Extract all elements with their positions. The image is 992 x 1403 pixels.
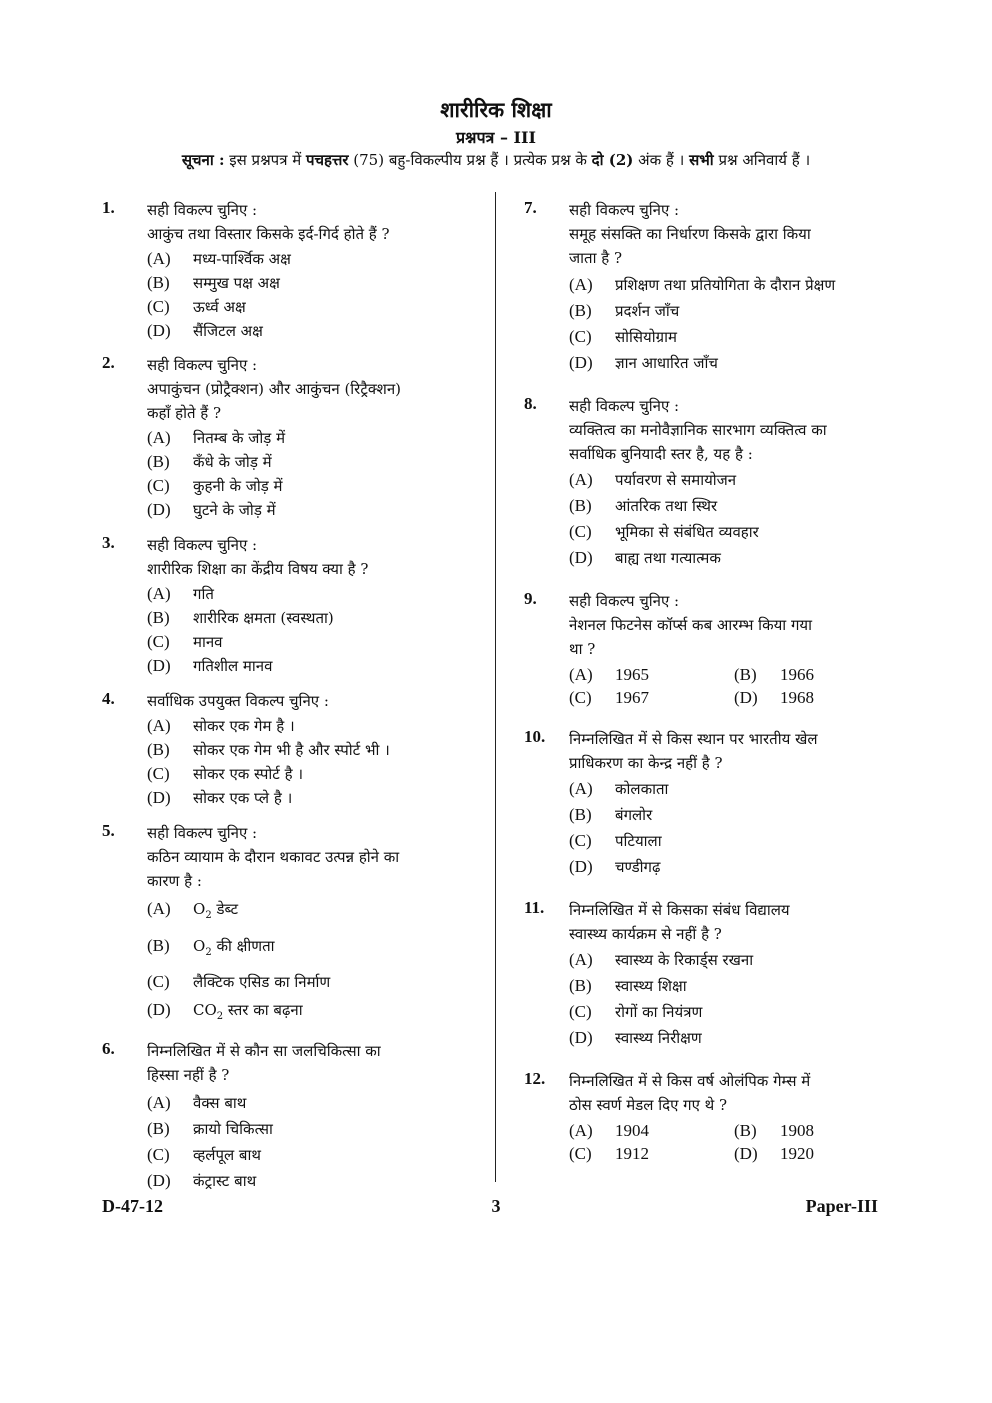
option-label: (C) <box>569 831 592 850</box>
option-label: (B) <box>569 976 592 995</box>
notice <box>0 150 992 170</box>
question-stem <box>147 1039 468 1087</box>
chemical-symbol: O <box>193 937 206 955</box>
option-a <box>147 582 468 606</box>
notice-bold-1: पचहत्तर <box>306 151 349 169</box>
option-c <box>147 762 468 786</box>
option-text-rest: स्तर का बढ़ना <box>223 1001 303 1019</box>
page-number: 3 <box>491 1196 501 1216</box>
option-d <box>147 319 468 343</box>
option-text: प्रदर्शन जाँच <box>615 302 680 320</box>
option-text: सोकर एक गेम भी है और स्पोर्ट भी । <box>193 741 390 759</box>
notice-bold-3: सभी <box>689 151 714 169</box>
option-label: (D) <box>147 500 171 519</box>
option-d <box>734 1142 894 1165</box>
option-label: (B) <box>569 496 592 515</box>
option-b <box>147 271 468 295</box>
option-label: (B) <box>147 1119 170 1138</box>
option-label: (D) <box>734 688 758 707</box>
notice-text-3: अंक हैं । <box>633 151 690 169</box>
option-text: 1965 <box>615 665 649 684</box>
option-label: (D) <box>147 321 171 340</box>
question-stem <box>569 198 892 270</box>
option-c <box>147 630 468 654</box>
option-b <box>734 663 894 686</box>
question-3 <box>102 533 468 678</box>
question-stem <box>569 1069 892 1117</box>
option-label: (A) <box>147 584 171 603</box>
question-1 <box>102 198 468 343</box>
stem-line: हिस्सा नहीं है ? <box>147 1066 230 1084</box>
option-text: 1904 <box>615 1121 649 1140</box>
question-number: 3. <box>102 533 115 552</box>
option-a <box>569 947 892 973</box>
footer-paper: Paper-III <box>805 1196 878 1216</box>
option-text: कँधे के जोड़ में <box>193 453 272 471</box>
subscript: 2 <box>205 947 212 958</box>
option-label: (A) <box>569 950 593 969</box>
stem-line: सही विकल्प चुनिए : <box>147 824 258 842</box>
option-label: (C) <box>147 476 170 495</box>
option-label: (A) <box>569 1121 593 1140</box>
option-text: बाह्य तथा गत्यात्मक <box>615 549 721 567</box>
option-text: 1920 <box>780 1144 814 1163</box>
question-number: 4. <box>102 689 115 708</box>
option-d <box>147 654 468 678</box>
option-label: (B) <box>734 665 757 684</box>
chemical-symbol: CO <box>193 1001 217 1019</box>
stem-line: निम्नलिखित में से किस वर्ष ओलंपिक गेम्स में <box>569 1072 811 1090</box>
option-d <box>569 545 892 571</box>
option-label: (B) <box>147 936 170 955</box>
option-text <box>193 894 238 931</box>
stem-line: समूह संसक्ति का निर्धारण किसके द्वारा किया <box>569 225 811 243</box>
option-label: (D) <box>569 548 593 567</box>
option-label: (C) <box>147 1145 170 1164</box>
option-b <box>147 1116 468 1142</box>
option-text: मध्य-पार्श्विक अक्ष <box>193 250 291 268</box>
option-text: लैक्टिक एसिड का निर्माण <box>193 973 331 991</box>
options <box>147 714 468 810</box>
option-a <box>147 714 468 738</box>
option-text: वैक्स बाथ <box>193 1094 247 1112</box>
question-stem <box>147 198 468 246</box>
option-c <box>569 324 892 350</box>
options <box>569 272 892 376</box>
option-text-rest: डेब्ट <box>211 900 239 918</box>
stem-line: कठिन व्यायाम के दौरान थकावट उत्पन्न होने का <box>147 848 400 866</box>
option-label: (C) <box>147 297 170 316</box>
stem-line: सही विकल्प चुनिए : <box>147 356 258 374</box>
stem-line: सर्वाधिक उपयुक्त विकल्प चुनिए : <box>147 692 329 710</box>
page-title: शारीरिक शिक्षा <box>440 97 552 122</box>
option-label: (A) <box>147 428 171 447</box>
stem-line: सही विकल्प चुनिए : <box>569 397 680 415</box>
question-stem <box>147 821 468 893</box>
question-stem <box>569 589 892 661</box>
option-a <box>147 247 468 271</box>
option-b <box>147 931 468 968</box>
stem-line: जाता है ? <box>569 249 622 267</box>
options <box>569 1119 892 1165</box>
options <box>569 663 892 709</box>
stem-line: सही विकल्प चुनिए : <box>147 201 258 219</box>
column-divider <box>495 192 496 1182</box>
option-text: आंतरिक तथा स्थिर <box>615 497 718 515</box>
option-text: गतिशील मानव <box>193 657 273 675</box>
option-text: 1912 <box>615 1144 649 1163</box>
option-text: रोगों का नियंत्रण <box>615 1003 703 1021</box>
stem-line: ठोस स्वर्ण मेडल दिए गए थे ? <box>569 1096 728 1114</box>
option-label: (B) <box>569 301 592 320</box>
question-4 <box>102 689 468 810</box>
option-b <box>569 298 892 324</box>
option-d <box>569 854 892 880</box>
question-number: 2. <box>102 353 115 372</box>
option-c <box>147 295 468 319</box>
stem-line: निम्नलिखित में से कौन सा जलचिकित्सा का <box>147 1042 381 1060</box>
option-text: सैंजिटल अक्ष <box>193 322 263 340</box>
option-label: (C) <box>147 972 170 991</box>
option-text: प्रशिक्षण तथा प्रतियोगिता के दौरान प्रेक्षण <box>615 276 836 294</box>
option-text: पटियाला <box>615 832 662 850</box>
option-d <box>734 686 894 709</box>
option-label: (C) <box>569 522 592 541</box>
option-label: (C) <box>569 1144 592 1163</box>
option-label: (D) <box>147 788 171 807</box>
stem-line: कहाँ होते हैं ? <box>147 404 222 422</box>
question-9 <box>524 589 892 709</box>
option-text: शारीरिक क्षमता (स्वस्थता) <box>193 609 334 627</box>
option-c <box>147 1142 468 1168</box>
stem-line: व्यक्तित्व का मनोवैज्ञानिक सारभाग व्यक्तित्व का <box>569 421 827 439</box>
question-number: 6. <box>102 1039 115 1058</box>
stem-line: सही विकल्प चुनिए : <box>569 592 680 610</box>
right-column <box>524 198 892 1178</box>
option-c <box>569 999 892 1025</box>
option-text <box>193 997 303 1030</box>
question-stem <box>147 689 468 713</box>
stem-line: सही विकल्प चुनिए : <box>569 201 680 219</box>
option-text: नितम्ब के जोड़ में <box>193 429 286 447</box>
option-text: भूमिका से संबंधित व्यवहार <box>615 523 759 541</box>
question-number: 7. <box>524 198 537 217</box>
option-label: (D) <box>569 1028 593 1047</box>
option-text-rest: की क्षीणता <box>211 937 275 955</box>
option-text: सोकर एक स्पोर्ट है । <box>193 765 304 783</box>
option-text: 1966 <box>780 665 814 684</box>
stem-line: शारीरिक शिक्षा का केंद्रीय विषय क्या है ? <box>147 560 369 578</box>
option-label: (A) <box>147 1093 171 1112</box>
options <box>147 1090 468 1194</box>
option-text: सोसियोग्राम <box>615 328 677 346</box>
question-12 <box>524 1069 892 1165</box>
option-text: मानव <box>193 633 223 651</box>
paper-subtitle: प्रश्नपत्र – III <box>456 128 536 147</box>
question-number: 5. <box>102 821 115 840</box>
option-text: कुहनी के जोड़ में <box>193 477 283 495</box>
option-a <box>147 426 468 450</box>
subscript: 2 <box>205 910 212 921</box>
option-b <box>569 493 892 519</box>
question-7 <box>524 198 892 376</box>
option-a <box>147 1090 468 1116</box>
notice-text-4: प्रश्न अनिवार्य हैं । <box>713 151 811 169</box>
options <box>569 776 892 880</box>
option-a <box>569 272 892 298</box>
option-text: सोकर एक गेम है । <box>193 717 295 735</box>
question-stem <box>569 727 892 775</box>
question-11 <box>524 898 892 1051</box>
question-number: 8. <box>524 394 537 413</box>
option-text: स्वास्थ्य शिक्षा <box>615 977 687 995</box>
option-label: (B) <box>147 608 170 627</box>
option-label: (A) <box>147 249 171 268</box>
option-text: सोकर एक प्ले है । <box>193 789 293 807</box>
stem-line: स्वास्थ्य कार्यक्रम से नहीं है ? <box>569 925 722 943</box>
option-label: (A) <box>569 665 593 684</box>
stem-line: था ? <box>569 640 596 658</box>
option-label: (C) <box>569 688 592 707</box>
option-b <box>569 802 892 828</box>
option-a <box>569 467 892 493</box>
stem-line: निम्नलिखित में से किस स्थान पर भारतीय खेल <box>569 730 818 748</box>
option-d <box>569 1025 892 1051</box>
stem-line: कारण है : <box>147 872 202 890</box>
notice-text-2: (75) बहु-विकल्पीय प्रश्न हैं । प्रत्येक प्रश्न के <box>348 151 592 169</box>
option-text: क्रायो चिकित्सा <box>193 1120 273 1138</box>
option-b <box>147 738 468 762</box>
option-c <box>569 828 892 854</box>
option-label: (D) <box>569 857 593 876</box>
option-label: (A) <box>569 275 593 294</box>
option-text: बंगलोर <box>615 806 653 824</box>
stem-line: नेशनल फिटनेस कॉर्प्स कब आरम्भ किया गया <box>569 616 812 634</box>
option-c <box>147 968 468 996</box>
option-text: स्वास्थ्य के रिकार्ड्स रखना <box>615 951 754 969</box>
option-text <box>193 931 275 968</box>
option-b <box>734 1119 894 1142</box>
stem-line: निम्नलिखित में से किसका संबंध विद्यालय <box>569 901 790 919</box>
options <box>569 947 892 1051</box>
option-c <box>147 474 468 498</box>
question-5 <box>102 821 468 1030</box>
option-text: 1967 <box>615 688 649 707</box>
option-label: (A) <box>147 899 171 918</box>
question-stem <box>569 898 892 946</box>
option-label: (C) <box>147 632 170 651</box>
option-d <box>147 1168 468 1194</box>
option-text: 1968 <box>780 688 814 707</box>
left-column <box>102 198 468 1207</box>
option-label: (C) <box>569 327 592 346</box>
options <box>569 467 892 571</box>
chemical-symbol: O <box>193 900 206 918</box>
option-text: कंट्रास्ट बाथ <box>193 1172 257 1190</box>
question-number: 1. <box>102 198 115 217</box>
option-a <box>569 776 892 802</box>
question-6 <box>102 1039 468 1194</box>
notice-bold-2: दो (2) <box>591 151 634 169</box>
question-stem <box>569 394 892 466</box>
option-text: घुटने के जोड़ में <box>193 501 276 519</box>
notice-prefix: सूचना : <box>181 151 225 169</box>
footer-code: D-47-12 <box>102 1196 163 1216</box>
option-c <box>569 1142 734 1165</box>
stem-line: सर्वाधिक बुनियादी स्तर है, यह है : <box>569 445 753 463</box>
option-text: स्वास्थ्य निरीक्षण <box>615 1029 702 1047</box>
question-number: 9. <box>524 589 537 608</box>
option-label: (D) <box>569 353 593 372</box>
option-label: (B) <box>569 805 592 824</box>
option-b <box>147 450 468 474</box>
option-a <box>569 663 734 686</box>
notice-text-1: इस प्रश्नपत्र में <box>224 151 306 169</box>
stem-line: प्राधिकरण का केन्द्र नहीं है ? <box>569 754 723 772</box>
option-d <box>147 786 468 810</box>
option-label: (B) <box>734 1121 757 1140</box>
option-text: ऊर्ध्व अक्ष <box>193 298 246 316</box>
option-d <box>569 350 892 376</box>
option-c <box>569 686 734 709</box>
option-text: व्हर्लपूल बाथ <box>193 1146 261 1164</box>
stem-line: अपाकुंचन (प्रोट्रैक्शन) और आकुंचन (रिट्रैक्शन) <box>147 380 401 398</box>
option-label: (A) <box>569 470 593 489</box>
options <box>147 247 468 343</box>
option-text: गति <box>193 585 214 603</box>
option-label: (B) <box>147 740 170 759</box>
question-2 <box>102 353 468 522</box>
question-number: 12. <box>524 1069 546 1088</box>
option-label: (B) <box>147 452 170 471</box>
option-b <box>569 973 892 999</box>
option-d <box>147 498 468 522</box>
stem-line: सही विकल्प चुनिए : <box>147 536 258 554</box>
option-label: (D) <box>734 1144 758 1163</box>
option-label: (D) <box>147 1171 171 1190</box>
option-c <box>569 519 892 545</box>
option-label: (C) <box>147 764 170 783</box>
option-label: (A) <box>569 779 593 798</box>
option-label: (C) <box>569 1002 592 1021</box>
option-label: (D) <box>147 1000 171 1019</box>
option-label: (D) <box>147 656 171 675</box>
option-text: पर्यावरण से समायोजन <box>615 471 737 489</box>
question-stem <box>147 533 468 581</box>
option-a <box>569 1119 734 1142</box>
option-text: चण्डीगढ़ <box>615 858 661 876</box>
option-text: 1908 <box>780 1121 814 1140</box>
option-d <box>147 996 468 1030</box>
options <box>147 582 468 678</box>
option-text: कोलकाता <box>615 780 669 798</box>
question-8 <box>524 394 892 571</box>
option-text: ज्ञान आधारित जाँच <box>615 354 718 372</box>
options <box>147 894 468 1030</box>
option-label: (A) <box>147 716 171 735</box>
stem-line: आकुंच तथा विस्तार किसके इर्द-गिर्द होते हैं ? <box>147 225 390 243</box>
question-10 <box>524 727 892 880</box>
subscript: 2 <box>216 1011 224 1022</box>
option-b <box>147 606 468 630</box>
option-label: (B) <box>147 273 170 292</box>
options <box>147 426 468 522</box>
question-number: 11. <box>524 898 545 917</box>
question-number: 10. <box>524 727 546 746</box>
question-stem <box>147 353 468 425</box>
option-text: सम्मुख पक्ष अक्ष <box>193 274 280 292</box>
option-a <box>147 894 468 931</box>
